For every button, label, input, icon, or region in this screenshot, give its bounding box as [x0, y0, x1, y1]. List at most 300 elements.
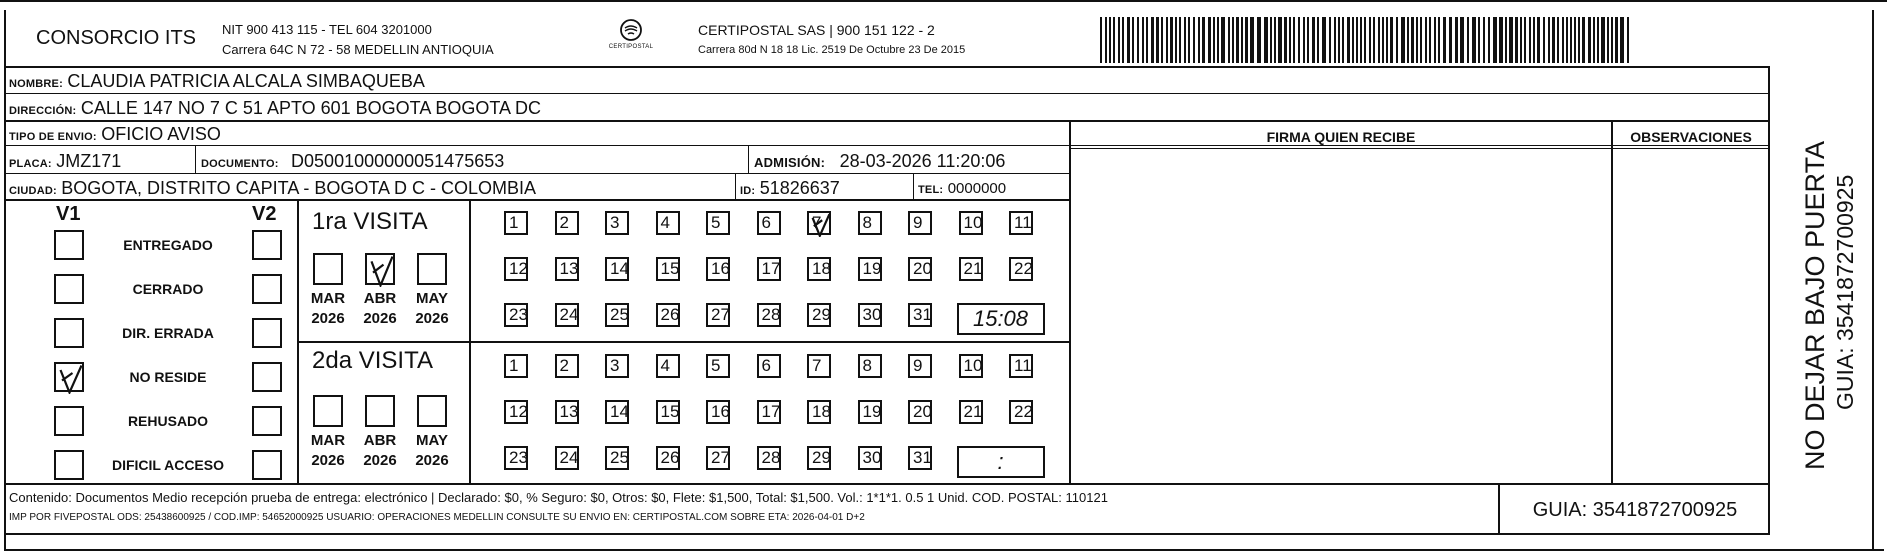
visit2-day-number: 7: [812, 356, 822, 375]
visit1-month-label: ABR: [363, 290, 397, 307]
visit2-day-box[interactable]: [908, 446, 932, 470]
form-right-edge: [1768, 66, 1770, 534]
id-tel-divider: [913, 173, 914, 199]
visit1-day-box[interactable]: [757, 257, 781, 281]
visit1-day-box[interactable]: [807, 257, 831, 281]
barcode-bar: [1396, 17, 1398, 63]
company-nit-line: NIT 900 413 115 - TEL 604 3201000: [222, 22, 432, 37]
address-label: DIRECCIÓN:: [9, 105, 77, 117]
barcode-bar: [1179, 17, 1181, 63]
side-warning: NO DEJAR BAJO PUERTA: [1800, 140, 1830, 470]
visit1-day-number: 3: [610, 213, 620, 232]
visit2-day-number: 21: [963, 402, 983, 421]
visit1-time-box[interactable]: [957, 303, 1045, 335]
handwritten-check-mark: [809, 213, 833, 237]
status-label-cerrado: CERRADO: [132, 281, 204, 297]
v1-checkbox-dificil-acceso[interactable]: [54, 450, 84, 480]
visit1-day-number: 24: [559, 305, 579, 324]
document-label: DOCUMENTO:: [201, 158, 279, 170]
city-value: BOGOTA, DISTRITO CAPITA - BOGOTA D C - COLOMBIA: [61, 178, 537, 198]
v2-checkbox-dificil-acceso[interactable]: [252, 450, 282, 480]
visit2-day-number: 6: [761, 356, 771, 375]
visit1-day-box[interactable]: [706, 211, 730, 235]
visit2-day-box[interactable]: [706, 446, 730, 470]
visit2-day-number: 20: [913, 402, 932, 421]
visit2-day-box[interactable]: [555, 400, 579, 424]
visit1-day-number: 28: [761, 305, 781, 324]
visit2-month-checkbox-mar[interactable]: [313, 395, 343, 427]
visit1-day-box[interactable]: [706, 257, 730, 281]
barcode-bar: [1122, 17, 1124, 63]
barcode-bar: [1347, 17, 1350, 63]
barcode-bar: [1175, 17, 1177, 63]
barcode-bar: [1472, 17, 1476, 63]
name-value: CLAUDIA PATRICIA ALCALA SIMBAQUEBA: [67, 71, 425, 91]
visit2-day-number: 12: [509, 402, 528, 421]
visit1-day-number: 23: [509, 305, 528, 324]
barcode-bar: [1460, 17, 1464, 63]
visit1-day-box[interactable]: [504, 211, 528, 235]
visit1-day-number: 13: [559, 259, 579, 278]
barcode-bar: [1298, 17, 1300, 63]
visit2-day-box[interactable]: [1009, 354, 1033, 378]
tel-field: [918, 181, 1006, 197]
visit1-year-label: 2026: [415, 310, 449, 327]
barcode-bar: [1515, 17, 1518, 63]
v2-checkbox-entregado[interactable]: [252, 230, 282, 260]
barcode-bar: [1338, 17, 1340, 63]
barcode-bar: [1334, 17, 1336, 63]
v1-checkbox-rehusado[interactable]: [54, 406, 84, 436]
signature-header: FIRMA QUIEN RECIBE: [1266, 129, 1416, 145]
company-address-line: Carrera 64C N 72 - 58 MEDELLIN ANTIOQUIA: [222, 42, 494, 57]
barcode-bar: [1407, 17, 1409, 63]
tel-label: TEL:: [918, 184, 944, 196]
barcode-bar: [1322, 17, 1326, 63]
row-divider-4: [4, 173, 1070, 174]
visit2-day-box[interactable]: [757, 354, 781, 378]
visit2-day-box[interactable]: [605, 354, 629, 378]
barcode-bar: [1557, 17, 1559, 63]
city-id-divider: [735, 173, 736, 199]
visit1-day-box[interactable]: [858, 303, 882, 327]
visit2-day-number: 9: [913, 356, 923, 375]
visit1-day-box[interactable]: [858, 257, 882, 281]
barcode-bar: [1499, 17, 1503, 63]
barcode-bar: [1105, 17, 1107, 63]
v1-label: V1: [56, 203, 81, 225]
visit2-day-box[interactable]: [908, 354, 932, 378]
observations-header: OBSERVACIONES: [1630, 129, 1752, 145]
status-label-no-reside: NO RESIDE: [129, 369, 207, 385]
visit2-month-label: MAR: [310, 432, 346, 449]
carrier-address: Carrera 80d N 18 18 Lic. 2519 De Octubre 23 De 2015: [698, 44, 966, 56]
visit1-day-box[interactable]: [555, 211, 579, 235]
visit1-year-label: 2026: [311, 310, 345, 327]
top-border: [0, 0, 1887, 2]
barcode-bar: [1217, 17, 1219, 63]
visit1-day-box[interactable]: [959, 257, 983, 281]
visit2-month-label: ABR: [363, 432, 397, 449]
visit2-day-number: 31: [913, 448, 932, 467]
barcode-bar: [1161, 17, 1163, 63]
city-field: [9, 179, 536, 198]
address-value: CALLE 147 NO 7 C 51 APTO 601 BOGOTA BOGOTA DC: [80, 98, 542, 118]
barcode-bar: [1434, 17, 1436, 63]
side-guide: GUIA: 3541872700925: [1832, 174, 1858, 410]
barcode-bar: [1593, 17, 1595, 63]
barcode-bar: [1274, 17, 1276, 63]
visit2-day-number: 24: [559, 448, 579, 467]
visit2-day-box[interactable]: [706, 354, 730, 378]
barcode-bar: [1615, 17, 1618, 63]
barcode-bar: [1562, 17, 1564, 63]
barcode-bar: [1356, 17, 1358, 63]
v1-checkbox-cerrado[interactable]: [54, 274, 84, 304]
visit2-day-box[interactable]: [555, 354, 579, 378]
visit1-day-number: 31: [913, 305, 932, 324]
barcode-bar: [1578, 17, 1580, 63]
v1-checkbox-entregado[interactable]: [54, 230, 84, 260]
visit2-year-label: 2026: [311, 452, 345, 469]
barcode-bar: [1113, 17, 1115, 63]
visit2-day-number: 15: [660, 402, 680, 421]
send-type-label: TIPO DE ENVIO:: [9, 131, 97, 143]
visit2-day-number: 30: [862, 448, 882, 467]
visit2-month-label: MAY: [416, 432, 448, 449]
visit2-day-box[interactable]: [858, 400, 882, 424]
barcode-bar: [1627, 17, 1629, 63]
visit1-day-number: 4: [660, 213, 670, 232]
visit2-day-number: 26: [660, 448, 680, 467]
visit2-day-number: 27: [711, 448, 730, 467]
visit1-day-box[interactable]: [656, 257, 680, 281]
visit1-day-box[interactable]: [555, 257, 579, 281]
visit2-day-box[interactable]: [858, 354, 882, 378]
visit2-day-number: 1: [509, 356, 519, 375]
visit2-day-number: 5: [711, 356, 721, 375]
visit1-day-box[interactable]: [908, 211, 932, 235]
visit1-day-box[interactable]: [1009, 257, 1033, 281]
v2-checkbox-cerrado[interactable]: [252, 274, 282, 304]
visit1-day-box[interactable]: [605, 211, 629, 235]
barcode-bar: [1548, 17, 1550, 63]
barcode-bar: [1509, 17, 1513, 63]
visit2-day-box[interactable]: [706, 400, 730, 424]
visit1-day-number: 15: [660, 259, 680, 278]
visit2-day-number: 4: [660, 356, 670, 375]
form-bottom-line: [4, 533, 1770, 535]
row-divider-2: [4, 120, 1770, 122]
v2-checkbox-dir-errada[interactable]: [252, 318, 282, 348]
visit2-day-number: 8: [862, 356, 872, 375]
barcode-bar: [1170, 17, 1173, 63]
barcode-bar: [1524, 17, 1526, 63]
visit1-day-number: 16: [711, 259, 730, 278]
barcode-bar: [1611, 17, 1613, 63]
visit1-day-box[interactable]: [555, 303, 579, 327]
barcode-bar: [1156, 17, 1159, 63]
visit1-month-checkbox-mar[interactable]: [313, 253, 343, 285]
visit1-day-number: 22: [1014, 259, 1033, 278]
visit1-day-number: 7: [812, 213, 822, 232]
barcode-bar: [1270, 17, 1272, 63]
visit2-month-checkbox-abr[interactable]: [365, 395, 395, 427]
barcode-bar: [1416, 17, 1418, 63]
signature-header-underline: [1070, 148, 1770, 149]
visit2-day-box[interactable]: [605, 446, 629, 470]
status-label-rehusado: REHUSADO: [127, 413, 209, 429]
visit2-day-number: 11: [1014, 356, 1032, 375]
barcode-bar: [1607, 17, 1609, 63]
footer-imp-line: IMP POR FIVEPOSTAL ODS: 25438600925 / COD.IMP: 54652000925 USUARIO: OPERACIONES MEDELLIN CONSULTE SU ENVIO EN: CERTIPOSTAL.COM SOBRE ETA: 2026-04-01 D+2: [9, 512, 865, 523]
visit2-day-number: 3: [610, 356, 620, 375]
visit1-day-box[interactable]: [908, 257, 932, 281]
footer-contents: Contenido: Documentos Medio recepción prueba de entrega: electrónico | Declarado: $0, % Seguro: $0, Otros: $0, Flete: $1,500, Total: $1,500. Vol.: 1*1*1. 0.5 1 Unid. COD. POSTAL: 110121: [9, 490, 1108, 505]
barcode-bar: [1543, 17, 1545, 63]
barcode-bar: [1364, 17, 1366, 63]
barcode-bar: [1369, 17, 1371, 63]
handwritten-check-mark: [56, 364, 86, 394]
status-label-dir-errada: DIR. ERRADA: [122, 325, 214, 341]
visit1-day-box[interactable]: [757, 303, 781, 327]
visit2-day-box[interactable]: [656, 400, 680, 424]
visit2-day-box[interactable]: [858, 446, 882, 470]
visit2-day-box[interactable]: [656, 354, 680, 378]
visit1-day-box[interactable]: [706, 303, 730, 327]
barcode-bar: [1537, 17, 1540, 63]
visit1-day-box[interactable]: [504, 257, 528, 281]
visit2-day-number: 19: [862, 402, 882, 421]
visit1-day-number: 30: [862, 305, 882, 324]
barcode-bar: [1278, 17, 1282, 63]
visit2-time-box[interactable]: [957, 446, 1045, 478]
right-border: [1872, 10, 1874, 550]
barcode-bar: [1100, 17, 1102, 63]
visit1-time-value: 15:08: [972, 306, 1029, 331]
visit1-day-number: 12: [509, 259, 528, 278]
visit1-day-box[interactable]: [959, 211, 983, 235]
barcode-bar: [1151, 17, 1154, 63]
row-divider-3: [4, 145, 1770, 146]
visit1-day-box[interactable]: [908, 303, 932, 327]
visit1-day-number: 21: [963, 259, 983, 278]
barcode-bar: [1307, 17, 1309, 63]
barcode-bar: [1420, 17, 1422, 63]
visit-divider: [298, 341, 1070, 343]
visit2-day-number: 13: [559, 402, 579, 421]
visit1-day-number: 19: [862, 259, 882, 278]
visit1-month-checkbox-may[interactable]: [417, 253, 447, 285]
status-label-dificil-acceso: DIFICIL ACCESO: [111, 457, 224, 473]
visit2-day-number: 22: [1014, 402, 1033, 421]
visit2-day-number: 16: [711, 402, 730, 421]
barcode-bar: [1566, 17, 1568, 63]
barcode-bar: [1411, 17, 1414, 63]
visit1-day-box[interactable]: [605, 257, 629, 281]
visit1-day-number: 1: [509, 213, 519, 232]
barcode: [1100, 17, 1630, 63]
address-field: [9, 99, 541, 118]
visit1-year-label: 2026: [363, 310, 397, 327]
bottom-border: [4, 549, 1884, 551]
barcode-bar: [1284, 17, 1287, 63]
visit1-day-box[interactable]: [656, 211, 680, 235]
barcode-bar: [1620, 17, 1624, 63]
barcode-bar: [1493, 17, 1497, 63]
visit1-day-box[interactable]: [656, 303, 680, 327]
plate-label: PLACA:: [9, 158, 52, 170]
certipostal-logo-icon: [619, 18, 643, 42]
barcode-bar: [1533, 17, 1535, 63]
visit1-day-box[interactable]: [807, 211, 831, 235]
visit2-title: 2da VISITA: [312, 347, 433, 374]
barcode-bar: [1250, 17, 1254, 63]
visit2-day-box[interactable]: [959, 354, 983, 378]
visit2-day-box[interactable]: [757, 400, 781, 424]
company-name: CONSORCIO ITS: [36, 27, 197, 49]
barcode-bar: [1352, 17, 1354, 63]
v2-checkbox-rehusado[interactable]: [252, 406, 282, 436]
visit1-day-box[interactable]: [504, 303, 528, 327]
visit1-day-box[interactable]: [605, 303, 629, 327]
visit1-day-box[interactable]: [1009, 211, 1033, 235]
visit1-day-number: 29: [812, 305, 831, 324]
barcode-bar: [1443, 17, 1446, 63]
barcode-bar: [1202, 17, 1205, 63]
barcode-bar: [1303, 17, 1305, 63]
barcode-bar: [1373, 17, 1375, 63]
barcode-bar: [1142, 17, 1144, 63]
visit2-month-checkbox-may[interactable]: [417, 395, 447, 427]
barcode-bar: [1137, 17, 1139, 63]
plate-value: JMZ171: [56, 151, 122, 171]
certipostal-logo: [605, 18, 657, 60]
visit1-day-number: 6: [761, 213, 771, 232]
barcode-bar: [1378, 17, 1380, 63]
visit1-day-number: 18: [812, 259, 831, 278]
visit1-day-number: 27: [711, 305, 730, 324]
side-panel: [1776, 70, 1858, 480]
admission-value: 28-03-2026 11:20:06: [839, 151, 1006, 171]
barcode-bar: [1213, 17, 1215, 63]
barcode-bar: [1208, 17, 1211, 63]
visit2-day-box[interactable]: [605, 400, 629, 424]
barcode-bar: [1166, 17, 1168, 63]
name-label: NOMBRE:: [9, 78, 63, 90]
visit1-month-label: MAR: [310, 290, 346, 307]
visit2-day-box[interactable]: [555, 446, 579, 470]
visit2-time-value: :: [997, 449, 1004, 474]
barcode-bar: [1228, 17, 1230, 63]
barcode-bar: [1429, 17, 1431, 63]
left-border: [4, 10, 6, 550]
visit1-day-box[interactable]: [757, 211, 781, 235]
footer-divider: [4, 483, 1770, 485]
carrier-name: CERTIPOSTAL SAS | 900 151 122 - 2: [698, 22, 935, 38]
visit2-day-box[interactable]: [504, 446, 528, 470]
barcode-bar: [1438, 17, 1440, 63]
barcode-bar: [1184, 17, 1186, 63]
document-field: [201, 152, 504, 171]
visit1-day-box[interactable]: [858, 211, 882, 235]
admission-field: [754, 152, 1005, 171]
status-label-entregado: ENTREGADO: [123, 237, 213, 253]
footer-guide: GUIA: 3541872700925: [1532, 499, 1738, 521]
barcode-bar: [1455, 17, 1458, 63]
barcode-bar: [1574, 17, 1576, 63]
visit2-day-box[interactable]: [656, 446, 680, 470]
visit1-month-checkbox-abr[interactable]: [365, 253, 395, 285]
plate-document-divider: [195, 146, 196, 173]
barcode-bar: [1132, 17, 1134, 63]
barcode-bar: [1257, 17, 1261, 63]
barcode-bar: [1478, 17, 1480, 63]
barcode-bar: [1127, 17, 1130, 63]
barcode-bar: [1483, 17, 1485, 63]
barcode-bar: [1386, 17, 1388, 63]
visit2-day-number: 28: [761, 448, 781, 467]
barcode-bar: [1193, 17, 1195, 63]
visit1-day-number: 5: [711, 213, 721, 232]
barcode-bar: [1601, 17, 1605, 63]
visit2-day-box[interactable]: [504, 400, 528, 424]
visit1-day-box[interactable]: [807, 303, 831, 327]
barcode-bar: [1245, 17, 1248, 63]
visit1-day-number: 9: [913, 213, 923, 232]
barcode-bar: [1390, 17, 1393, 63]
visit1-day-number: 17: [761, 259, 781, 278]
visit2-day-box[interactable]: [807, 400, 831, 424]
barcode-bar: [1329, 17, 1331, 63]
name-field: [9, 72, 425, 91]
barcode-bar: [1109, 17, 1111, 63]
barcode-bar: [1241, 17, 1243, 63]
observations-column-line: [1611, 120, 1613, 484]
id-field: [740, 179, 840, 198]
document-value: D05001000000051475653: [291, 151, 505, 171]
row-divider-1: [4, 93, 1770, 94]
visit1-day-number: 25: [610, 305, 629, 324]
v2-checkbox-no-reside[interactable]: [252, 362, 282, 392]
visit1-day-number: 11: [1014, 213, 1032, 232]
visit2-day-box[interactable]: [757, 446, 781, 470]
visit2-day-box[interactable]: [807, 354, 831, 378]
barcode-bar: [1505, 17, 1507, 63]
visit2-day-box[interactable]: [908, 400, 932, 424]
visit2-day-number: 10: [963, 356, 983, 375]
barcode-bar: [1570, 17, 1572, 63]
visit2-day-box[interactable]: [959, 400, 983, 424]
barcode-bar: [1529, 17, 1531, 63]
visit2-day-box[interactable]: [1009, 400, 1033, 424]
visit2-day-box[interactable]: [504, 354, 528, 378]
city-label: CIUDAD:: [9, 185, 57, 197]
visit1-day-number: 10: [963, 213, 983, 232]
visit2-day-number: 2: [559, 356, 569, 375]
visit2-year-label: 2026: [363, 452, 397, 469]
barcode-bar: [1449, 17, 1452, 63]
visit1-month-label: MAY: [416, 290, 448, 307]
visit2-day-box[interactable]: [807, 446, 831, 470]
visit2-day-number: 14: [610, 402, 629, 421]
v1-checkbox-dir-errada[interactable]: [54, 318, 84, 348]
barcode-bar: [1342, 17, 1344, 63]
v1-checkbox-no-reside[interactable]: [54, 362, 84, 392]
barcode-bar: [1293, 17, 1295, 63]
barcode-bar: [1401, 17, 1405, 63]
visit2-day-number: 18: [812, 402, 831, 421]
